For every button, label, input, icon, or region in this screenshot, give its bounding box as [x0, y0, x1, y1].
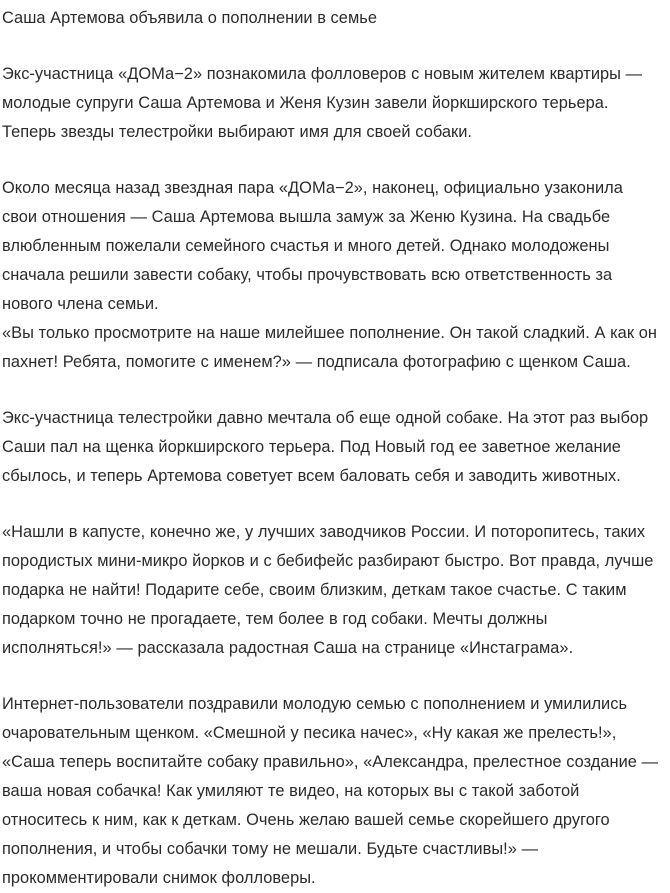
article-paragraph-quote-2: «Нашли в капусте, конечно же, у лучших заводчиков России. И поторопитесь, таких породистых мини-микро йорков и с бебифейс разбирают быстро. Вот правда, лучше подарка не найти! Подарите себе, своим близким, деткам такое счастье. С таким подарком точно не прогадаете, тем более в год собаки. Мечты должны исполняться!» — рассказала радостная Саша на странице «Инстаграма». [2, 523, 654, 657]
headline-body-spacer [2, 33, 660, 60]
article-paragraph-body-2: Экс-участница телестройки давно мечтала об еще одной собаке. На этот раз выбор Саши пал на щенка йоркширского терьера. Под Новый год ее заветное желание сбылось, и теперь Артемова советует всем баловать себя и заводить животных. [2, 409, 649, 485]
article-paragraph-lead: Экс-участница «ДОМа−2» познакомила фолловеров с новым жителем квартиры — молодые супруги Саша Артемова и Женя Кузин завели йоркширского терьера. Теперь звезды телестройки выбирают имя для своей собаки. [2, 65, 643, 141]
article-paragraph-reactions: Интернет-пользователи поздравили молодую семью с пополнением и умилились очаровательным щенком. «Смешной у песика начес», «Ну какая же прелесть!», «Саша теперь воспитайте собаку правильно», «Александра, прелестное создание — ваша новая собачка! Как умиляют те видео, на которых вы с такой заботой относитесь к ним, как к деткам. Очень желаю вашей семье скорейшего другого пополнения, и чтобы собачки тому не мешали. Будьте счастливы!» — прокомментировали снимок фолловеры. [2, 695, 659, 887]
article-paragraph-body-1: Около месяца назад звездная пара «ДОМа−2», наконец, официально узаконила свои отношения — Саша Артемова вышла замуж за Женю Кузина. На свадьбе влюбленным пожелали семейного счастья и много детей. Однако молодожены сначала решили завести собаку, чтобы прочувствовать всю ответственность за нового члена семьи. [2, 179, 623, 313]
article-headline: Саша Артемова объявила о пополнении в семье [2, 9, 377, 27]
article-paragraph-quote-1: «Вы только просмотрите на наше милейшее пополнение. Он такой сладкий. А как он пахнет! Ребята, помогите с именем?» — подписала фотографию с щенком Саша. [2, 324, 657, 371]
